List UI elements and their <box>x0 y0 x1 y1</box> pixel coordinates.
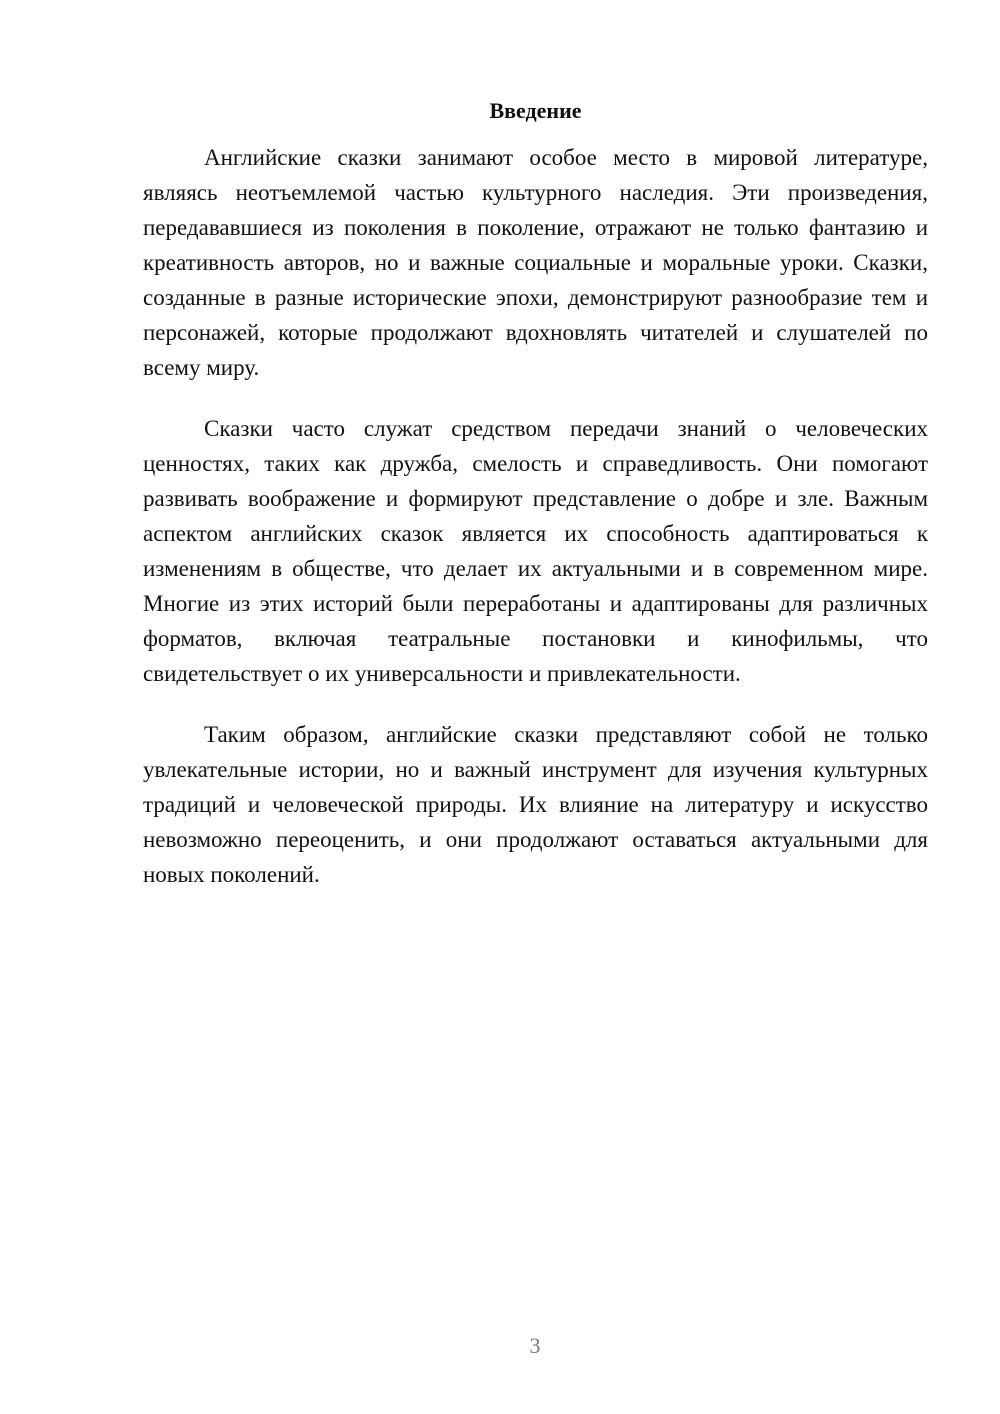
body-text <box>143 140 928 918</box>
paragraph-2: Сказки часто служат средством передачи знаний о человеческих ценностях, таких как дружба, смелость и справедливость. Они помогают развивать воображение и формируют представление о добре и зле. Важным аспектом английских сказок является их способность адаптироваться к изменениям в обществе, что делает их актуальными и в современном мире. Многие из этих историй были переработаны и адаптированы для различных форматов, включая театральные постановки и кинофильмы, что свидетельствует о их универсальности и привлекательности. <box>143 416 928 686</box>
paragraph-3: Таким образом, английские сказки представляют собой не только увлекательные истории, но и важный инструмент для изучения культурных традиций и человеческой природы. Их влияние на литературу и искусство невозможно переоценить, и они продолжают оставаться актуальными для новых поколений. <box>143 722 928 887</box>
paragraph-1: Английские сказки занимают особое место в мировой литературе, являясь неотъемлемой частью культурного наследия. Эти произведения, передававшиеся из поколения в поколение, отражают не только фантазию и креативность авторов, но и важные социальные и моральные уроки. Сказки, созданные в разные исторические эпохи, демонстрируют разнообразие тем и персонажей, которые продолжают вдохновлять читателей и слушателей по всему миру. <box>143 145 928 380</box>
section-title: Введение <box>489 98 582 123</box>
page-number: 3 <box>529 1333 541 1358</box>
